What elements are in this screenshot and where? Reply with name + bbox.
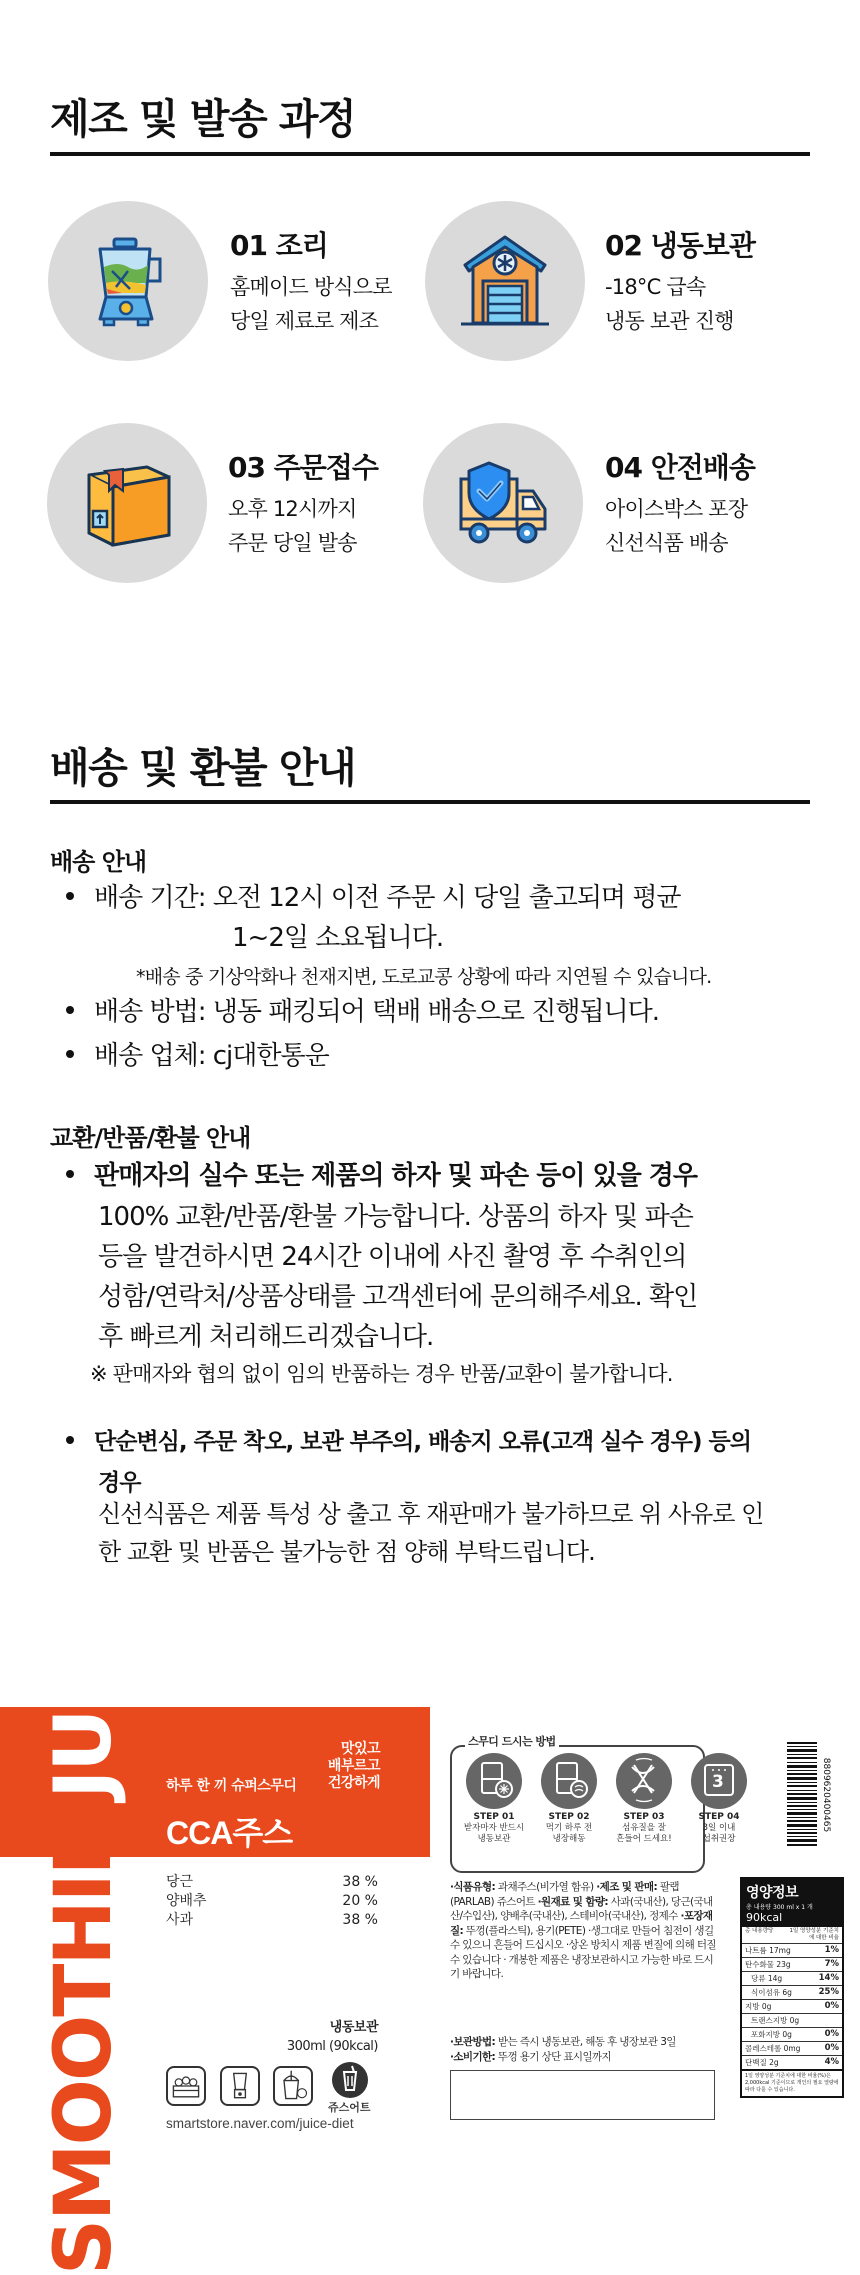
step-2-line1: -18°C 급속 (605, 275, 706, 299)
step-1-line1: 홈메이드 방식으로 (230, 275, 392, 299)
label-slogan: 맛있고 배부르고 건강하게 (327, 1741, 380, 1791)
nutrition-facts (740, 1877, 844, 2098)
nutrition-footnote: 1일 영양성분 기준치에 대한 비율(%)은 2,000kcal 기준이므로 개인의 필요 열량에 따라 다를 수 있습니다. (742, 2069, 842, 2096)
step-4-line2: 신선식품 배송 (605, 531, 728, 555)
howto-title: 스무디 드시는 방법 (465, 1733, 559, 1749)
nutrition-row: 트랜스지방 0g (742, 2013, 842, 2027)
step-2-title: 02 냉동보관 (605, 229, 755, 262)
shake-bottle-icon (616, 1753, 672, 1809)
nutrition-col-header: 총 내용량당 1일 영양성분 기준치에 대한 비율 (745, 1928, 839, 1941)
brand-logo-icon (332, 2062, 368, 2098)
process-title: 제조 및 발송 과정 (50, 95, 356, 143)
title-divider (50, 152, 810, 156)
nutrition-row: 단백질 2g 4% (742, 2055, 842, 2069)
step-4-title: 04 안전배송 (605, 451, 755, 484)
step-2-circle (425, 201, 585, 361)
nutrition-row: 식이섬유 6g 25% (742, 1985, 842, 1999)
label-tagline: 하루 한 끼 슈퍼스무디 (166, 1778, 297, 1794)
freezer-warehouse-icon (455, 231, 555, 331)
bullet (66, 1050, 74, 1058)
calendar-day: 3 (712, 1772, 724, 1792)
shipping-note: *배송 중 기상악화나 천재지변, 도로교콩 상황에 따라 지연될 수 있습니다. (136, 966, 712, 988)
howto-step-4: STEP 04 3일 이내 섭취권장 (698, 1812, 740, 1844)
package-box-icon (77, 453, 177, 553)
step-3-title: 03 주문접수 (228, 451, 378, 484)
bullet (66, 1436, 74, 1444)
bullet (66, 1006, 74, 1014)
nutrition-row: 포화지방 0g 0% (742, 2027, 842, 2041)
step-1-line2: 당일 제료로 제조 (230, 309, 379, 333)
brand-vertical-text: SMOOTHIE JUICE (39, 1576, 129, 2275)
storage-expiry-info: ·보관방법: 받는 즉시 냉동보관, 해동 후 냉장보관 3일 ·소비기한: 뚜껑 용기 상단 표시일까지 (450, 2036, 676, 2063)
store-url[interactable]: smartstore.naver.com/juice-diet (166, 2116, 354, 2131)
step-1-title: 01 조리 (230, 229, 328, 262)
refund-item1-bold: 판매자의 실수 또는 제품의 하자 및 파손 등이 있을 경우 (66, 1156, 697, 1196)
nutrition-row: 나트륨 17mg 1% (742, 1943, 842, 1957)
refund-item2-bold: 단순변심, 주문 착오, 보관 부주의, 배송지 오류(고객 실수 경우) 등의 (66, 1422, 751, 1462)
refund-item2-body: 신선식품은 제품 특성 상 출고 후 재판매가 불가하므로 위 사유로 인 한 교환 및 반품은 불가능한 점 양해 부탁드립니다. (98, 1500, 764, 1566)
vegetables-box-icon (166, 2066, 206, 2106)
nutrition-row: 탄수화물 23g 7% (742, 1957, 842, 1971)
ingredient-names: 당근 양배추 사과 (166, 1874, 207, 1928)
step-3-line2: 주문 당일 발송 (228, 531, 357, 555)
calendar-icon (691, 1753, 747, 1809)
shield-truck-icon (453, 453, 553, 553)
refund-heading: 교환/반품/환불 안내 (50, 1124, 251, 1152)
date-stamp-box (450, 2070, 715, 2120)
nutrition-row: 콜레스테롤 0mg 0% (742, 2041, 842, 2055)
ingredient-percents: 38 % 20 % 38 % (342, 1874, 378, 1928)
barcode-number: 8809620400465 (821, 1757, 831, 1833)
brand-logo-text: 쥬스어트 (328, 2101, 371, 2114)
howto-step-3: STEP 03 섬유질을 잘 흔들어 드세요! (616, 1812, 672, 1844)
bullet (66, 1170, 74, 1178)
fridge-thaw-icon (541, 1753, 597, 1809)
howto-step-1: STEP 01 받자마자 반드시 냉동보관 (463, 1812, 525, 1844)
step-4-line1: 아이스박스 포장 (605, 497, 748, 521)
bullet (66, 892, 74, 900)
shipping-carrier: 배송 업체: cj대한통운 (66, 1036, 329, 1076)
policy-title: 배송 및 환불 안내 (50, 744, 356, 792)
product-info: ·식품유형: 과채주스(비가열 함유) ·제조 및 판매: 팔랩(PARLAB) 쥬스어트 ·원재료 및 함량: 사과(국내산), 당근(국내산/수입산), 양배추(국내산), 스테비아(국내산), 정제수 ·포장재질: 뚜껑(플라스틱), 용기(PETE) ·생그대로 만들어 침전이 생길 수 있으니 흔들어 드십시오 ·상온 방치시 제품 변질에 의해 터질 수 있습니다 · 개봉한 제품은 냉장보관하시고 가능한 바로 드시기 바랍니다. (450, 1881, 716, 1980)
blender-icon (78, 231, 178, 331)
step-2-line2: 냉동 보관 진행 (605, 309, 734, 333)
refund-item2-bold-cont: 경우 (98, 1470, 141, 1496)
nutrition-row: 지방 0g 0% (742, 1999, 842, 2013)
shipping-heading: 배송 안내 (50, 848, 147, 876)
smoothie-cup-icon (273, 2066, 313, 2106)
nutrition-row: 당류 14g 14% (742, 1971, 842, 1985)
blender-line-icon (220, 2066, 260, 2106)
step-3-line1: 오후 12시까지 (228, 497, 357, 521)
step-1-circle (48, 201, 208, 361)
step-3-circle (47, 423, 207, 583)
barcode (787, 1740, 831, 1848)
refund-item1-body: 100% 교환/반품/환불 가능합니다. 상품의 하자 및 파손 등을 발견하시면 24시간 이내에 사진 촬영 후 수취인의 성함/연락처/상품상태를 고객센터에 문의해주세요. 확인 후 빠르게 처리해드리겠습니다. (98, 1202, 698, 1352)
shipping-period: 배송 기간: 오전 12시 이전 주문 시 당일 출고되며 평균 (66, 878, 681, 918)
shipping-method: 배송 방법: 냉동 패킹되어 택배 배송으로 진행됩니다. (66, 992, 659, 1032)
nutrition-header: 영양정보 총 내용량 300 ml x 1 개 90kcal (742, 1879, 842, 1927)
label-storage: 냉동보관 300ml (90kcal) (286, 2020, 378, 2054)
product-name: CCA주스 (166, 1815, 293, 1851)
step-4-circle (423, 423, 583, 583)
shipping-period-cont: 1~2일 소요됩니다. (232, 923, 444, 953)
fridge-freeze-icon (466, 1753, 522, 1809)
policy-divider (50, 800, 810, 804)
refund-item1-note: ※ 판매자와 협의 없이 임의 반품하는 경우 반품/교환이 불가합니다. (90, 1362, 673, 1386)
howto-step-2: STEP 02 먹기 하루 전 냉장해동 (545, 1812, 593, 1844)
